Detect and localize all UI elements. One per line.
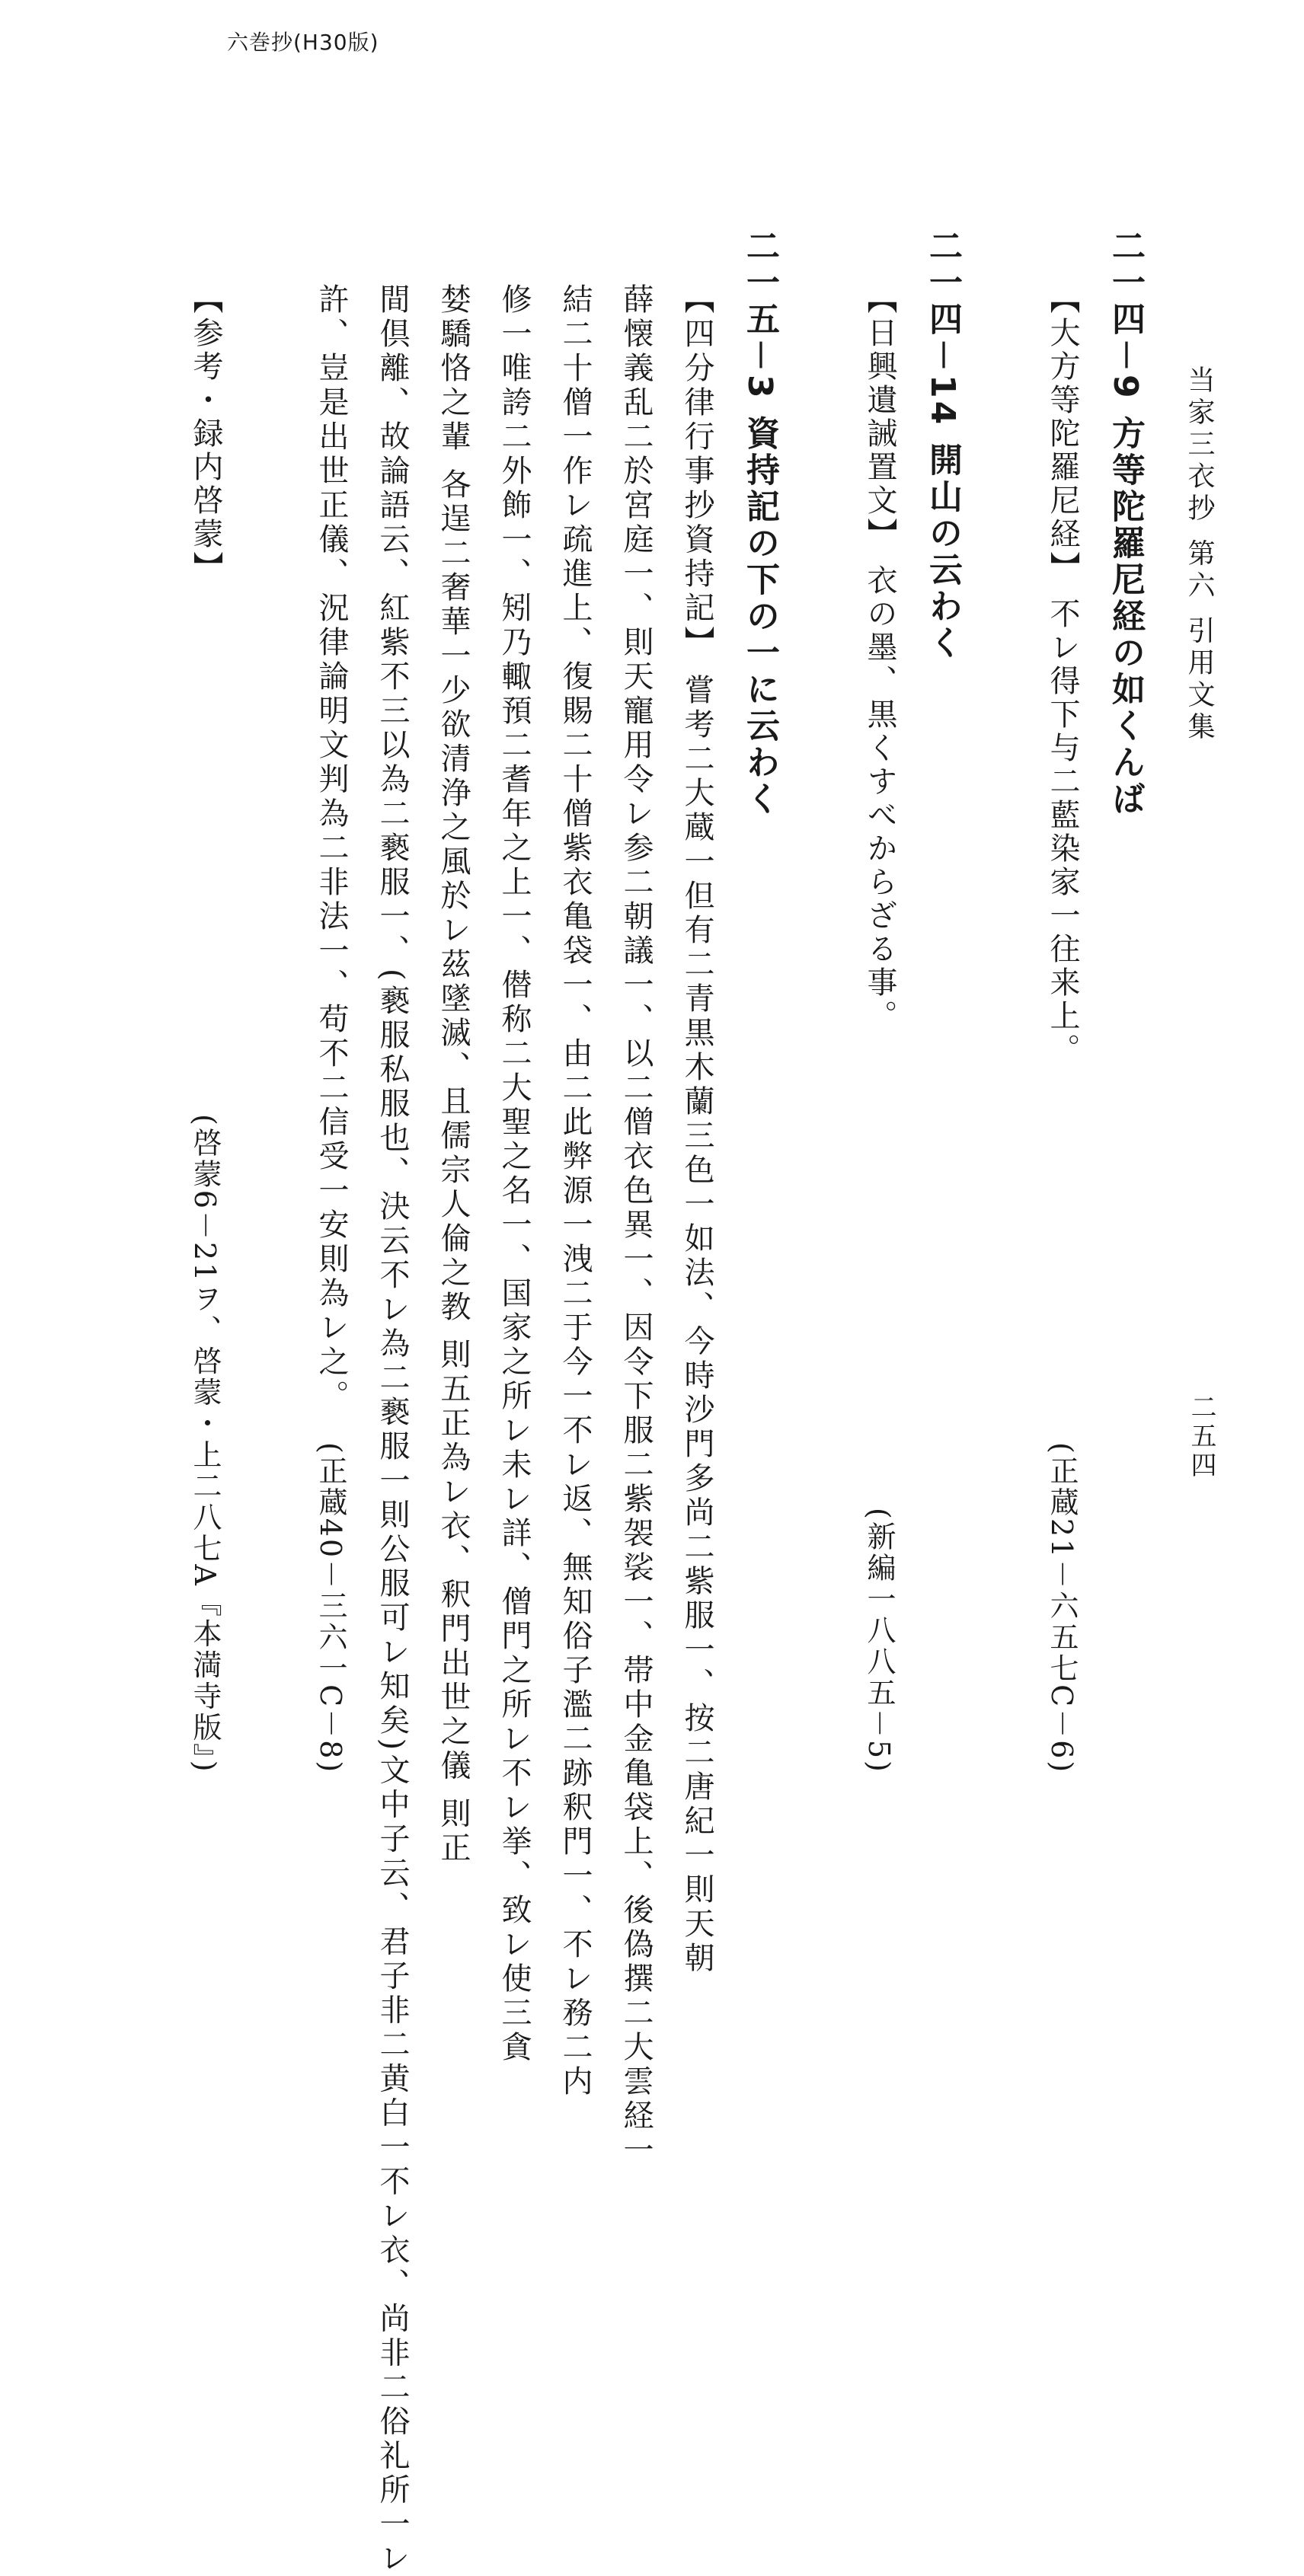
section-1-citation: (正蔵21－六五七C－6) — [1045, 1441, 1079, 1774]
section-3-line: 婪驕恪之輩 各逞二奢華一少欲清浄之風於レ茲墜滅、且儒宗人倫之教 則五正為レ衣、釈門出世之儀 則正 — [436, 283, 471, 1866]
section-3-heading: 二一五－3 資持記の下の一に云わく — [740, 228, 779, 818]
section-3-line: 薛懐義乱二於宮庭一、則天寵用令レ参二朝議一、以二僧衣色異一、因令下服二紫袈裟一、帯中金亀袋上、後偽撰二大雲経一 — [618, 283, 654, 2168]
section-2-heading: 二一四－14 開山の云わく — [923, 228, 962, 662]
section-3-line: 許、豈是出世正儀、況律論明文判為二非法一、苟不二信受一安則為レ之。 — [314, 283, 349, 1414]
section-3-line: 【四分律行事抄資持記】 嘗考二大蔵一但有二青黒木蘭三色一如法、今時沙門多尚二紫服一、按二唐紀一則天朝 — [679, 283, 714, 1976]
section-1-heading: 二一四－9 方等陀羅尼経の如くんば — [1106, 228, 1145, 818]
section-2-citation: (新編一八八五－5) — [862, 1508, 896, 1774]
running-head: 当家三衣抄 第六 引用文集 — [1184, 365, 1215, 744]
section-3-line: 修一唯誇二外飾一、矧乃輙預二耆年之上一、僣称二大聖之名一、国家之所レ未レ詳、僧門之所レ不レ挙、致レ使三貪 — [497, 283, 532, 2065]
section-3-line: 間倶離、故論語云、紅紫不三以為二褻服一、(褻服私服也、決云不レ為二褻服一則公服可レ知矣)文中子云、君子非二黄白一不レ衣、尚非二俗礼所一レ — [375, 283, 410, 2576]
section-1-text: 【大方等陀羅尼経】 不レ得下与二藍染家一往来上。 — [1045, 283, 1080, 1067]
section-2-text: 【日興遺誡置文】 衣の墨、黒くすべからざる事。 — [862, 283, 897, 1033]
reference-citation: (啓蒙6－21ヲ、啓蒙・上二八七A『本満寺版』) — [188, 1114, 222, 1774]
section-3-citation: (正蔵40－三六一C－8) — [314, 1441, 347, 1774]
reference-label: 【参考・録内啓蒙】 — [188, 283, 223, 585]
section-3-line: 結二十僧一作レ疏進上、復賜二十僧紫衣亀袋一、由二此弊源一洩二于今一不レ返、無知俗子濫二跡釈門一、不レ務二内 — [558, 283, 593, 2099]
header-tag: 六巻抄(H30版) — [227, 30, 379, 55]
page-number: 二五四 — [1186, 1393, 1216, 1480]
